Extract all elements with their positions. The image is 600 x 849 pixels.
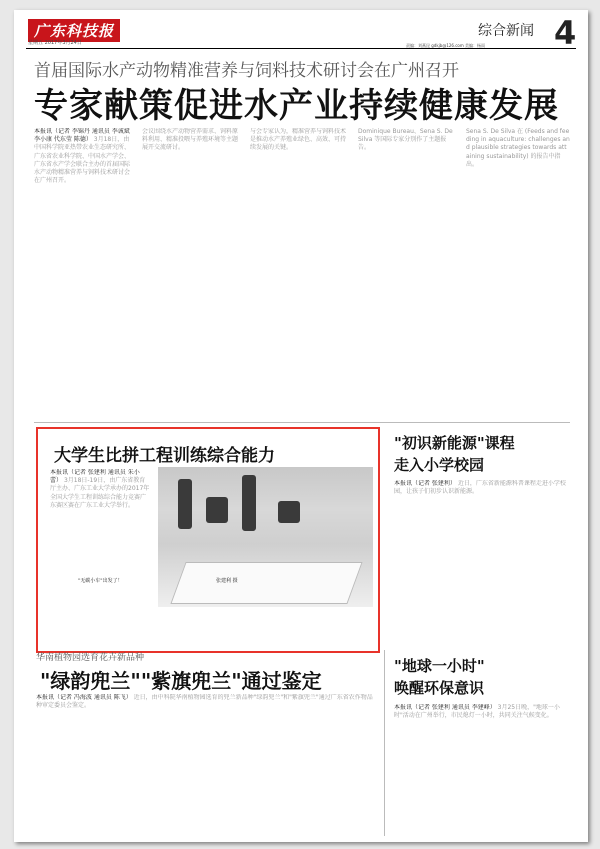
lead-kicker: 首届国际水产动物精准营养与饲料技术研讨会在广州召开 (34, 61, 459, 81)
feature-text (50, 469, 150, 647)
right-bottom-title-line-2: 唤醒环保意识 (394, 679, 485, 697)
right-bottom-text (394, 704, 570, 836)
photo-credit: 张建利 摄 (216, 578, 238, 584)
bottom-byline: 本报讯（记者 冯海波 通讯员 陈飞） (36, 694, 132, 701)
lead-column-3-text: 与会专家认为，精准营养与饲料技术是推动水产养殖业绿色、高效、可持续发展的关键。 (250, 128, 347, 152)
right-top-title-line-1: "初识新能源"课程 (394, 434, 515, 452)
lead-column-1 (34, 128, 134, 420)
person-figure (178, 479, 192, 529)
divider (34, 422, 570, 423)
feature-body: 3月18日-19日，由广东省教育厅主办、广东工业大学承办的2017年全国大学生工程训练综合能力竞赛广东赛区赛在广东工业大学举行。 (50, 477, 150, 509)
bottom-body: 近日，由中科院华南植物园选育的兜兰新品种"绿韵兜兰"和"紫旗兜兰"通过广东省农作物品种审定委员会鉴定。 (36, 694, 373, 710)
right-bottom-body: 3月25日晚，"地球一小时"活动在广州举行，市民熄灯一小时，共同关注气候变化。 (394, 704, 560, 720)
photo-caption: "无碳小车"出发了！ (78, 578, 123, 584)
lead-column-4-text: Dominique Bureau、Sena S. De Silva 等国际专家分别作了主题报告。 (358, 128, 453, 152)
newspaper-page (14, 10, 588, 842)
right-top-byline: 本报讯（记者 张建利） (394, 480, 456, 487)
dateline: 星期五 2017年3月24日 (28, 40, 82, 46)
right-top-title-line-2: 走入小学校园 (394, 456, 485, 474)
lead-column-4 (358, 128, 458, 420)
lead-column-2-text: 会议围绕水产动物营养需求、饲料原料利用、精准投喂与养殖环境等主题展开交流研讨。 (142, 128, 239, 152)
bottom-headline: "绿韵兜兰""紫旗兜兰"通过鉴定 (40, 669, 322, 693)
newspaper-logo: 广东科技报 (28, 19, 120, 42)
person-figure (242, 475, 256, 531)
masthead (26, 14, 577, 52)
competition-track (170, 562, 362, 604)
feature-title: 大学生比拼工程训练综合能力 (54, 446, 275, 466)
lead-headline: 专家献策促进水产业持续健康发展 (34, 86, 559, 126)
right-top-text (394, 480, 570, 640)
lead-column-5-text: Sena S. De Silva 在 (Feeds and feeding in aquaculture: challenges and plausible strategies towards attaining sustainability) 的报告中指出。 (466, 128, 570, 168)
page-number: 4 (554, 14, 577, 52)
lead-column-1-text: 3月18日，由中国科学院亚热带农业生态研究所、广东省农业科学院、中国水产学会、广东省水产学会联合主办的首届国际水产动物精准营养与饲料技术研讨会在广州召开。 (34, 136, 131, 185)
person-figure (278, 501, 300, 523)
bottom-kicker: 华南植物园选育花卉新品种 (36, 653, 145, 663)
bottom-text (36, 694, 374, 834)
competition-photo (158, 467, 373, 607)
right-bottom-byline: 本报讯（记者 张建利 通讯员 李建峰） (394, 704, 496, 711)
lead-column-3 (250, 128, 350, 420)
lead-column-5 (466, 128, 570, 420)
editor-credits: 责编：刘燕昆 gdkjb@126.com 美编：杨雨 (406, 43, 486, 48)
lead-byline: 本报讯（记者 李锦丹 通讯员 李诚斌 李小康 代东莹 陈德） (34, 128, 130, 144)
featured-article[interactable] (36, 427, 380, 653)
lead-column-2 (142, 128, 242, 420)
feature-byline: 本报讯（记者 张建利 通讯员 朱小蕾） (50, 469, 140, 485)
person-figure (206, 497, 228, 523)
divider (384, 650, 385, 836)
right-top-body: 近日，广东省新能源科普课程走进小学校园，让孩子们初步认识新能源。 (394, 480, 566, 496)
right-bottom-title-line-1: "地球一小时" (394, 657, 485, 675)
section-name: 综合新闻 (478, 23, 534, 39)
